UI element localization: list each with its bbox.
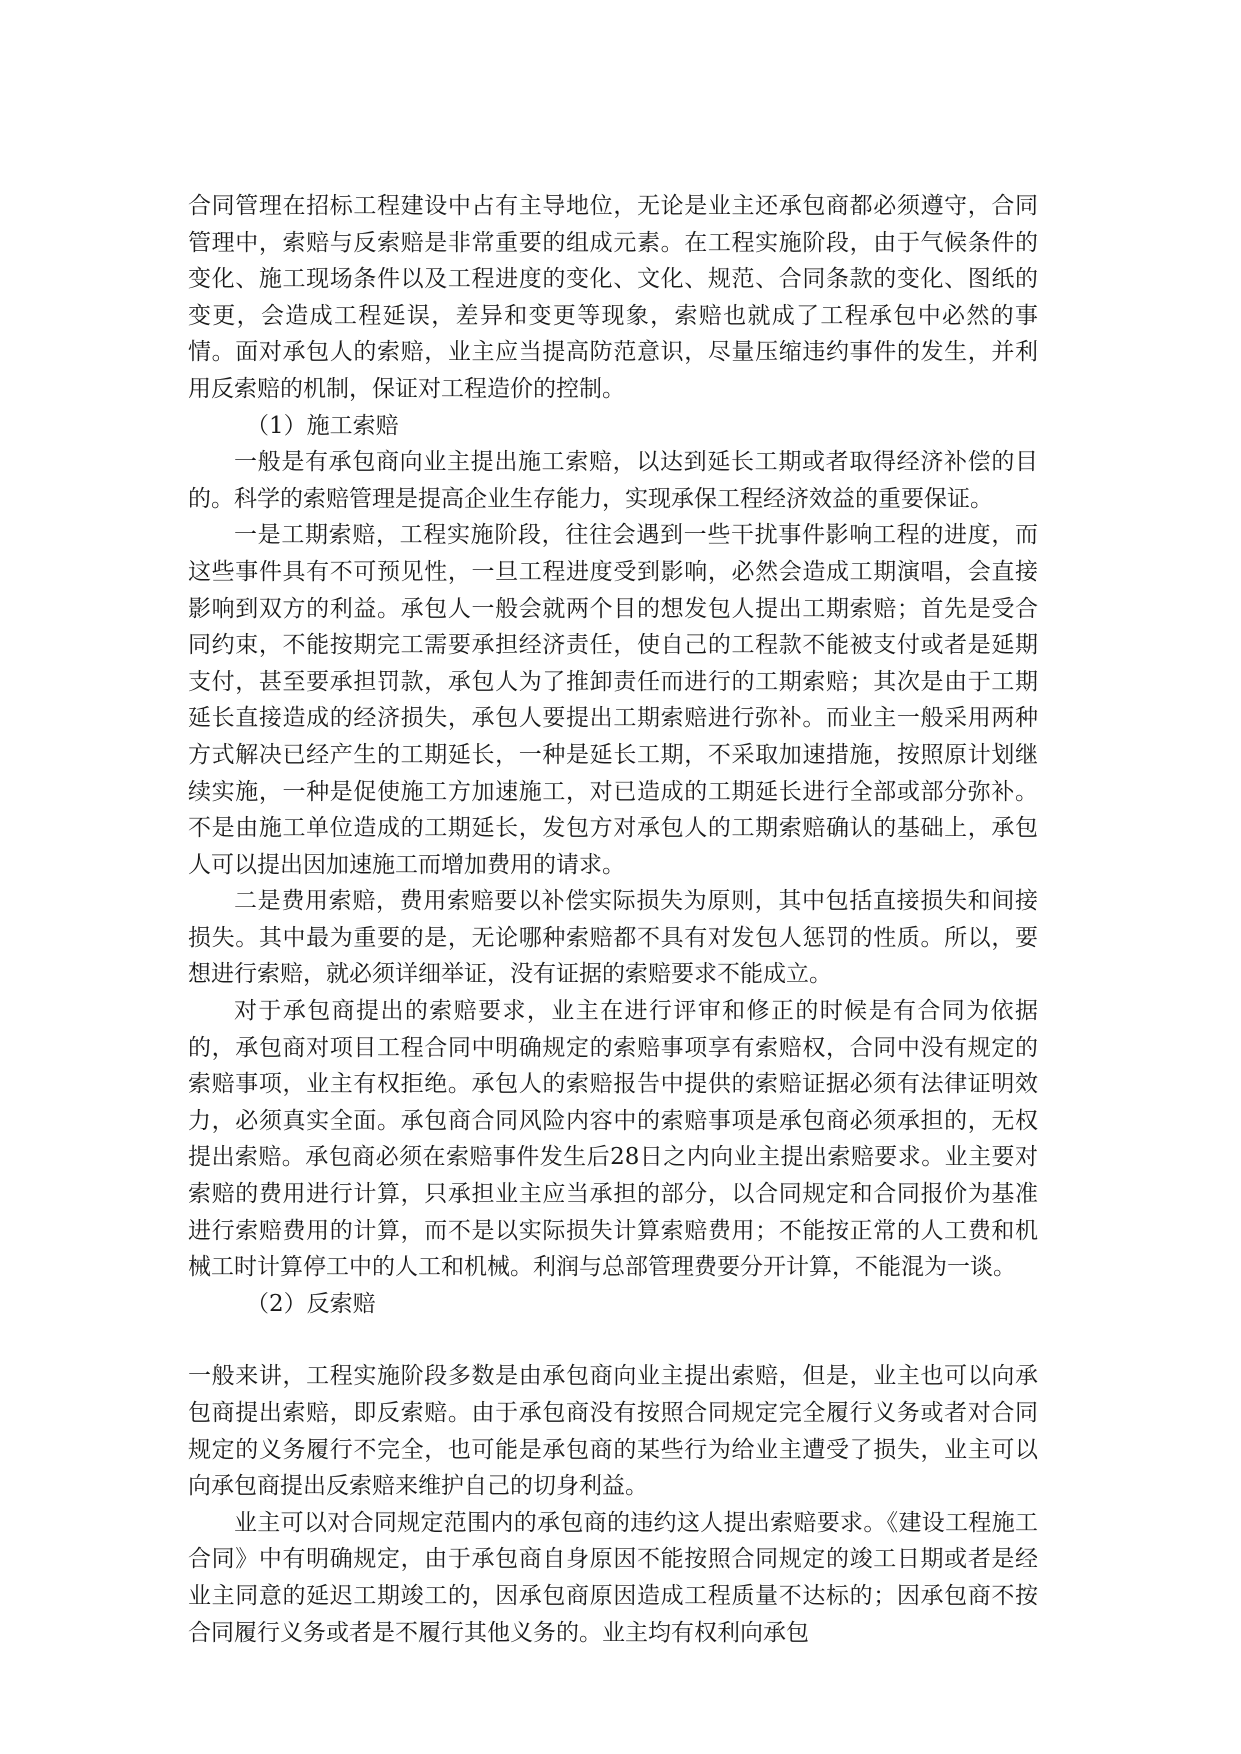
paragraph-schedule-claims: 一是工期索赔，工程实施阶段，往往会遇到一些干扰事件影响工程的进度，而这些事件具有不可预见性，一旦工程进度受到影响，必然会造成工期演唱，会直接影响到双方的利益。承包人一般会就两个目的想发包人提出工期索赔；首先是受合同约束，不能按期完工需要承担经济责任，使自己的工程款不能被支付或者是延期支付，甚至要承担罚款，承包人为了推卸责任而进行的工期索赔；其次是由于工期延长直接造成的经济损失，承包人要提出工期索赔进行弥补。而业主一般采用两种方式解决已经产生的工期延长，一种是延长工期，不采取加速措施，按照原计划继续实施，一种是促使施工方加速施工，对已造成的工期延长进行全部或部分弥补。不是由施工单位造成的工期延长，发包方对承包人的工期索赔确认的基础上，承包人可以提出因加速施工而增加费用的请求。 [188, 522, 1038, 878]
paragraph-construction-claims: 一般是有承包商向业主提出施工索赔，以达到延长工期或者取得经济补偿的目的。科学的索赔管理是提高企业生存能力，实现承保工程经济效益的重要保证。 [188, 449, 1038, 512]
paragraph-counter-claims: 一般来讲，工程实施阶段多数是由承包商向业主提出索赔，但是，业主也可以向承包商提出索赔，即反索赔。由于承包商没有按照合同规定完全履行义务或者对合同规定的义务履行不完全，也可能是承包商的某些行为给业主遭受了损失，业主可以向承包商提出反索赔来维护自己的切身利益。 [188, 1363, 1038, 1500]
section-heading-construction-claims: （1）施工索赔 [246, 412, 399, 439]
paragraph-owner-review: 对于承包商提出的索赔要求，业主在进行评审和修正的时候是有合同为依据的，承包商对项目工程合同中明确规定的索赔事项享有索赔权，合同中没有规定的索赔事项，业主有权拒绝。承包人的索赔报告中提供的索赔证据必须有法律证明效力，必须真实全面。承包商合同风险内容中的索赔事项是承包商必须承担的，无权提出索赔。承包商必须在索赔事件发生后28日之内向业主提出索赔要求。业主要对索赔的费用进行计算，只承担业主应当承担的部分，以合同规定和合同报价为基准进行索赔费用的计算，而不是以实际损失计算索赔费用；不能按正常的人工费和机械工时计算停工中的人工和机械。利润与总部管理费要分开计算，不能混为一谈。 [188, 998, 1038, 1281]
paragraph-owner-rights: 业主可以对合同规定范围内的承包商的违约这人提出索赔要求。《建设工程施工合同》中有明确规定，由于承包商自身原因不能按照合同规定的竣工日期或者是经业主同意的延迟工期竣工的，因承包商原因造成工程质量不达标的；因承包商不按合同履行义务或者是不履行其他义务的。业主均有权利向承包 [188, 1509, 1038, 1646]
paragraph-cost-claims: 二是费用索赔，费用索赔要以补偿实际损失为原则，其中包括直接损失和间接损失。其中最为重要的是，无论哪种索赔都不具有对发包人惩罚的性质。所以，要想进行索赔，就必须详细举证，没有证据的索赔要求不能成立。 [188, 888, 1038, 988]
blank-line [188, 1322, 1038, 1358]
paragraph-intro: 合同管理在招标工程建设中占有主导地位，无论是业主还承包商都必须遵守，合同管理中，索赔与反索赔是非常重要的组成元素。在工程实施阶段，由于气候条件的变化、施工现场条件以及工程进度的变化、文化、规范、合同条款的变化、图纸的变更，会造成工程延误，差异和变更等现象，索赔也就成了工程承包中必然的事情。面对承包人的索赔，业主应当提高防范意识，尽量压缩违约事件的发生，并利用反索赔的机制，保证对工程造价的控制。 [188, 193, 1038, 402]
section-heading-counter-claims: （2）反索赔 [246, 1290, 376, 1317]
document-page [188, 188, 1038, 1651]
